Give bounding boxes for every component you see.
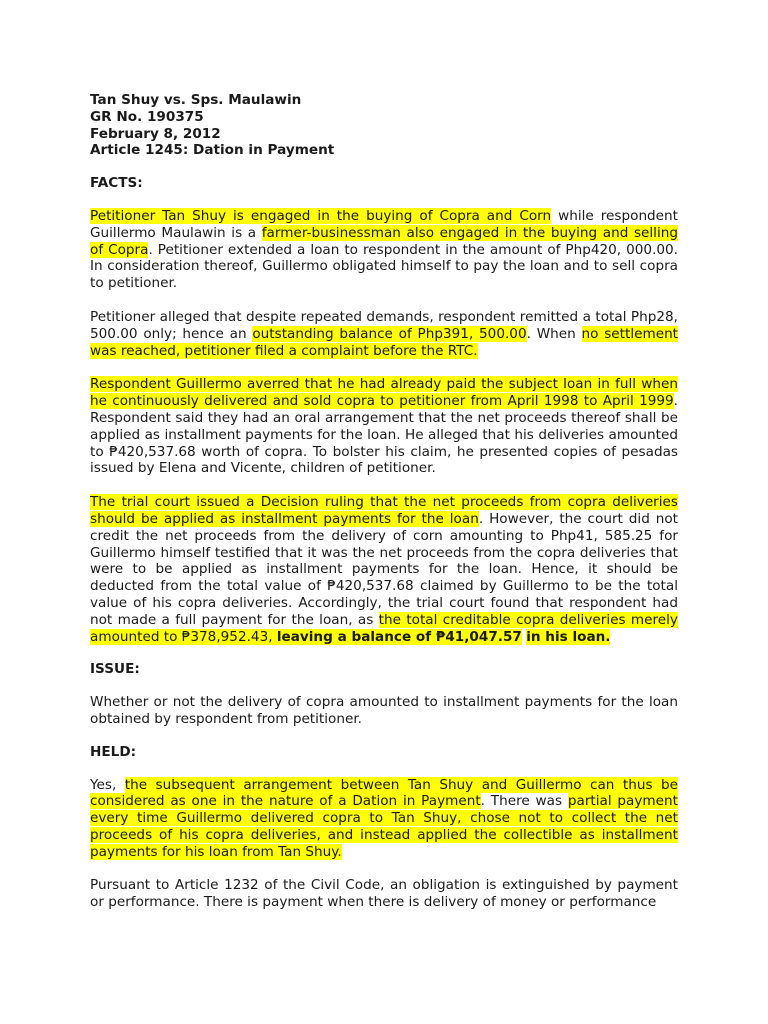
highlighted-text: farmer-businessman also engaged in the buying and selling of Copra — [90, 224, 678, 258]
body-text: while respondent Guillermo Maulawin is a — [90, 207, 678, 241]
highlighted-text: the total creditable copra deliveries merely amounted to ₱378,952.43, — [90, 611, 678, 645]
highlighted-text: outstanding balance of Php391, 500.00 — [252, 325, 527, 342]
body-text: . However, the court did not credit the net proceeds from the delivery of corn amounting to Php41, 585.25 for Guillermo himself testified that it was the net proceeds from the copra deliveries that were to be applied as installment payments for the loan. Hence, it should be deducted from the total value of ₱420,537.68 claimed by Guillermo to be the total value of his copra deliveries. Accordingly, the trial court found that respondent had not made a full payment for the loan, as — [90, 510, 678, 628]
body-text: Petitioner alleged that despite repeated demands, respondent remitted a total Php28, 500.00 only; hence an — [90, 308, 678, 342]
highlighted-text: the subsequent arrangement between Tan Shuy and Guillermo can thus be considered as one in the nature of a Dation in Payment — [90, 776, 678, 810]
issue-heading: ISSUE: — [90, 661, 140, 678]
facts-paragraph-3 — [90, 376, 678, 477]
highlighted-text: The trial court issued a Decision ruling that the net proceeds from copra deliveries should be applied as installment payments for the loan — [90, 494, 678, 527]
document-page — [90, 92, 678, 928]
body-text: . There was — [480, 793, 568, 810]
gr-number: GR No. 190375 — [90, 108, 204, 125]
highlighted-text: no settlement was reached, petitioner filed a complaint before the RTC. — [90, 325, 679, 359]
held-paragraph-2: Pursuant to Article 1232 of the Civil Code, an obligation is extinguished by payment or performance. There is payment when there is delivery of money or performance — [90, 877, 678, 911]
body-text: . When — [526, 325, 582, 342]
facts-paragraph-2 — [90, 309, 678, 359]
facts-paragraph-1 — [90, 208, 678, 292]
highlighted-text: Respondent Guillermo averred that he had already paid the subject loan in full when he continuously delivered and sold copra to petitioner from April 1998 to April 1999 — [90, 376, 678, 410]
issue-paragraph: Whether or not the delivery of copra amounted to installment payments for the loan obtained by respondent from petitioner. — [90, 694, 678, 727]
case-title: Tan Shuy vs. Sps. Maulawin — [90, 92, 302, 108]
decision-date: February 8, 2012 — [90, 125, 221, 142]
held-heading: HELD: — [90, 743, 137, 760]
body-text: . Respondent said they had an oral arrangement that the net proceeds thereof shall be applied as installment payments for the loan. He alleged that his deliveries amounted to ₱420,537.68 worth of copra. To bolster his claim, he presented copies of pesadas issued by Elena and Vicente, children of petitioner. — [90, 393, 678, 477]
article-title: Article 1245: Dation in Payment — [90, 142, 335, 159]
facts-heading: FACTS: — [90, 175, 143, 192]
body-text: . Petitioner extended a loan to respondent in the amount of Php420, 000.00. In consideration thereof, Guillermo obligated himself to pay the loan and to sell copra to petitioner. — [90, 241, 679, 292]
highlighted-text: partial payment every time Guillermo delivered copra to Tan Shuy, chose not to collect the net proceeds of his copra deliveries, and instead applied the collectible as installment payments for his loan from Tan Shuy. — [90, 793, 678, 860]
facts-paragraph-4 — [90, 494, 678, 645]
highlighted-text: in his loan. — [526, 628, 611, 645]
body-text: Yes, — [90, 776, 125, 793]
held-paragraph-1 — [90, 777, 678, 861]
highlighted-text: leaving a balance of ₱41,047.57 — [276, 628, 522, 645]
highlighted-text: Petitioner Tan Shuy is engaged in the buying of Copra and Corn — [90, 207, 552, 224]
